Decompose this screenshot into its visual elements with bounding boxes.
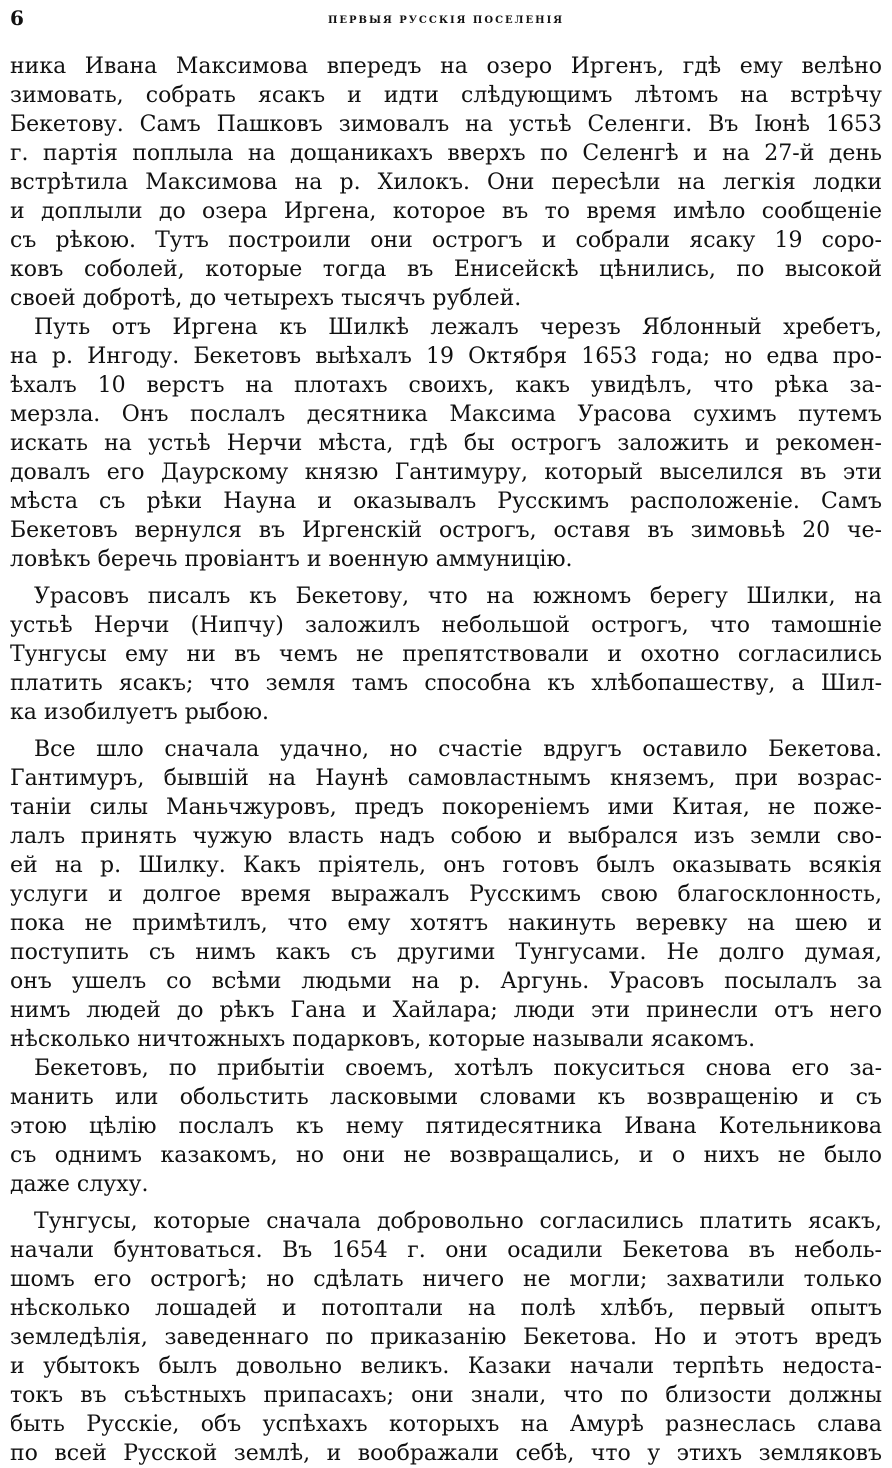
text-line: Тунгусы, которые сначала добровольно согласились платить ясакъ, — [34, 1209, 882, 1234]
text-line: встрѣтила Максимова на р. Хилокъ. Они пересѣли на легкія лодки — [10, 170, 882, 195]
paragraph — [10, 52, 882, 313]
text-line: начали бунтоваться. Въ 1654 г. они осадили Бекетова въ неболь- — [10, 1238, 882, 1263]
text-line: Урасовъ писалъ къ Бекетову, что на южномъ берегу Шилки, на — [34, 584, 882, 609]
text-line: Гантимуръ, бывшій на Наунѣ самовластнымъ княземъ, при возрас- — [10, 766, 882, 791]
text-line: шомъ его острогѣ; но сдѣлать ничего не могли; захватили только — [10, 1267, 882, 1292]
text-line: Бекетовъ вернулся въ Иргенскій острогъ, оставя въ зимовьѣ 20 че- — [10, 518, 882, 543]
text-line: ника Ивана Максимова впередъ на озеро Иргенъ, гдѣ ему велѣно — [10, 54, 882, 79]
text-line: быть Русскіе, объ успѣхахъ которыхъ на Амурѣ разнеслась слава — [10, 1412, 882, 1437]
text-line: Тунгусы ему ни въ чемъ не препятствовали и охотно согласились — [10, 642, 882, 667]
text-line: довалъ его Даурскому князю Гантимуру, который выселился въ эти — [10, 460, 882, 485]
text-line: Бекетовъ, по прибытіи своемъ, хотѣлъ покуситься снова его за- — [34, 1056, 882, 1081]
text-line: лалъ принять чужую власть надъ собою и выбрался изъ земли сво- — [10, 824, 882, 849]
text-line: поступить съ нимъ какъ съ другими Тунгусами. Не долго думая, — [10, 940, 882, 965]
text-line: и убытокъ былъ довольно великъ. Казаки начали терпѣть недоста- — [10, 1354, 882, 1379]
text-line: манить или обольстить ласковыми словами къ возвращенію и съ — [10, 1085, 882, 1110]
text-line: Путь отъ Иргена къ Шилкѣ лежалъ черезъ Яблонный хребетъ, — [34, 315, 882, 340]
text-line: съ однимъ казакомъ, но они не возвращались, и о нихъ не было — [10, 1143, 882, 1168]
text-line: Все шло сначала удачно, но счастіе вдругъ оставило Бекетова. — [34, 737, 882, 762]
text-line: зимовать, собрать ясакъ и идти слѣдующимъ лѣтомъ на встрѣчу — [10, 83, 882, 108]
paragraph-gap — [10, 727, 882, 735]
text-line: устьѣ Нерчи (Нипчу) заложилъ небольшой острогъ, что тамошніе — [10, 613, 882, 638]
text-line: нѣсколько лошадей и потоптали на полѣ хлѣбъ, первый опытъ — [10, 1296, 882, 1321]
paragraph — [10, 582, 882, 727]
running-title: ПЕРВЫЯ РУССКІЯ ПОСЕЛЕНІЯ — [327, 15, 565, 26]
text-line: услуги и долгое время выражалъ Русскимъ свою благосклонность, — [10, 882, 882, 907]
text-line: пока не примѣтилъ, что ему хотятъ накинуть веревку на шею и — [10, 911, 882, 936]
body-text — [10, 52, 882, 1468]
text-line: Бекетову. Самъ Пашковъ зимовалъ на устьѣ Селенги. Въ Іюнѣ 1653 — [10, 112, 882, 137]
text-line: платить ясакъ; что земля тамъ способна къ хлѣбопашеству, а Шил- — [10, 671, 882, 696]
text-line: съ рѣкою. Тутъ построили они острогъ и собрали ясаку 19 соро- — [10, 228, 882, 253]
paragraph-gap — [10, 1199, 882, 1207]
text-line: ловѣкъ беречь провіантъ и военную аммуницію. — [10, 547, 573, 572]
text-line: мерзла. Онъ послалъ десятника Максима Урасова сухимъ путемъ — [10, 402, 882, 427]
text-line: ей на р. Шилку. Какъ пріятель, онъ готовъ былъ оказывать всякія — [10, 853, 882, 878]
text-line: даже слуху. — [10, 1172, 149, 1197]
page-number: 6 — [10, 6, 24, 30]
text-line: онъ ушелъ со всѣми людьми на р. Аргунь. Урасовъ посылалъ за — [10, 969, 882, 994]
text-line: по всей Русской землѣ, и воображали себѣ, что у этихъ земляковъ — [10, 1441, 882, 1466]
paragraph — [10, 735, 882, 1054]
paragraph — [10, 1207, 882, 1468]
text-line: этою цѣлію послалъ къ нему пятидесятника Ивана Котельникова — [10, 1114, 882, 1139]
text-line: нимъ людей до рѣкъ Гана и Хайлара; люди эти принесли отъ него — [10, 998, 882, 1023]
paragraph — [10, 1054, 882, 1199]
text-line: ка изобилуетъ рыбою. — [10, 700, 270, 725]
text-line: ковъ соболей, которые тогда въ Енисейскѣ цѣнились, по высокой — [10, 257, 882, 282]
paragraph — [10, 313, 882, 574]
text-line: и доплыли до озера Иргена, которое въ то время имѣло сообщеніе — [10, 199, 882, 224]
text-line: искать на устьѣ Нерчи мѣста, гдѣ бы острогъ заложить и рекомен- — [10, 431, 882, 456]
text-line: нѣсколько ничтожныхъ подарковъ, которые называли ясакомъ. — [10, 1027, 756, 1052]
text-line: своей добротѣ, до четырехъ тысячъ рублей. — [10, 286, 522, 311]
text-line: ѣхалъ 10 верстъ на плотахъ своихъ, какъ увидѣлъ, что рѣка за- — [10, 373, 882, 398]
text-line: таніи силы Маньчжуровъ, предъ покореніемъ ими Китая, не поже- — [10, 795, 882, 820]
text-line: на р. Ингоду. Бекетовъ выѣхалъ 19 Октября 1653 года; но едва про- — [10, 344, 882, 369]
text-line: токъ въ съѣстныхъ припасахъ; они знали, что по близости должны — [10, 1383, 882, 1408]
page-header — [10, 4, 882, 34]
text-line: г. партія поплыла на дощаникахъ вверхъ по Селенгѣ и на 27-й день — [10, 141, 882, 166]
text-line: земледѣлія, заведеннаго по приказанію Бекетова. Но и этотъ вредъ — [10, 1325, 882, 1350]
paragraph-gap — [10, 574, 882, 582]
text-line: мѣста съ рѣки Науна и оказывалъ Русскимъ расположеніе. Самъ — [10, 489, 882, 514]
